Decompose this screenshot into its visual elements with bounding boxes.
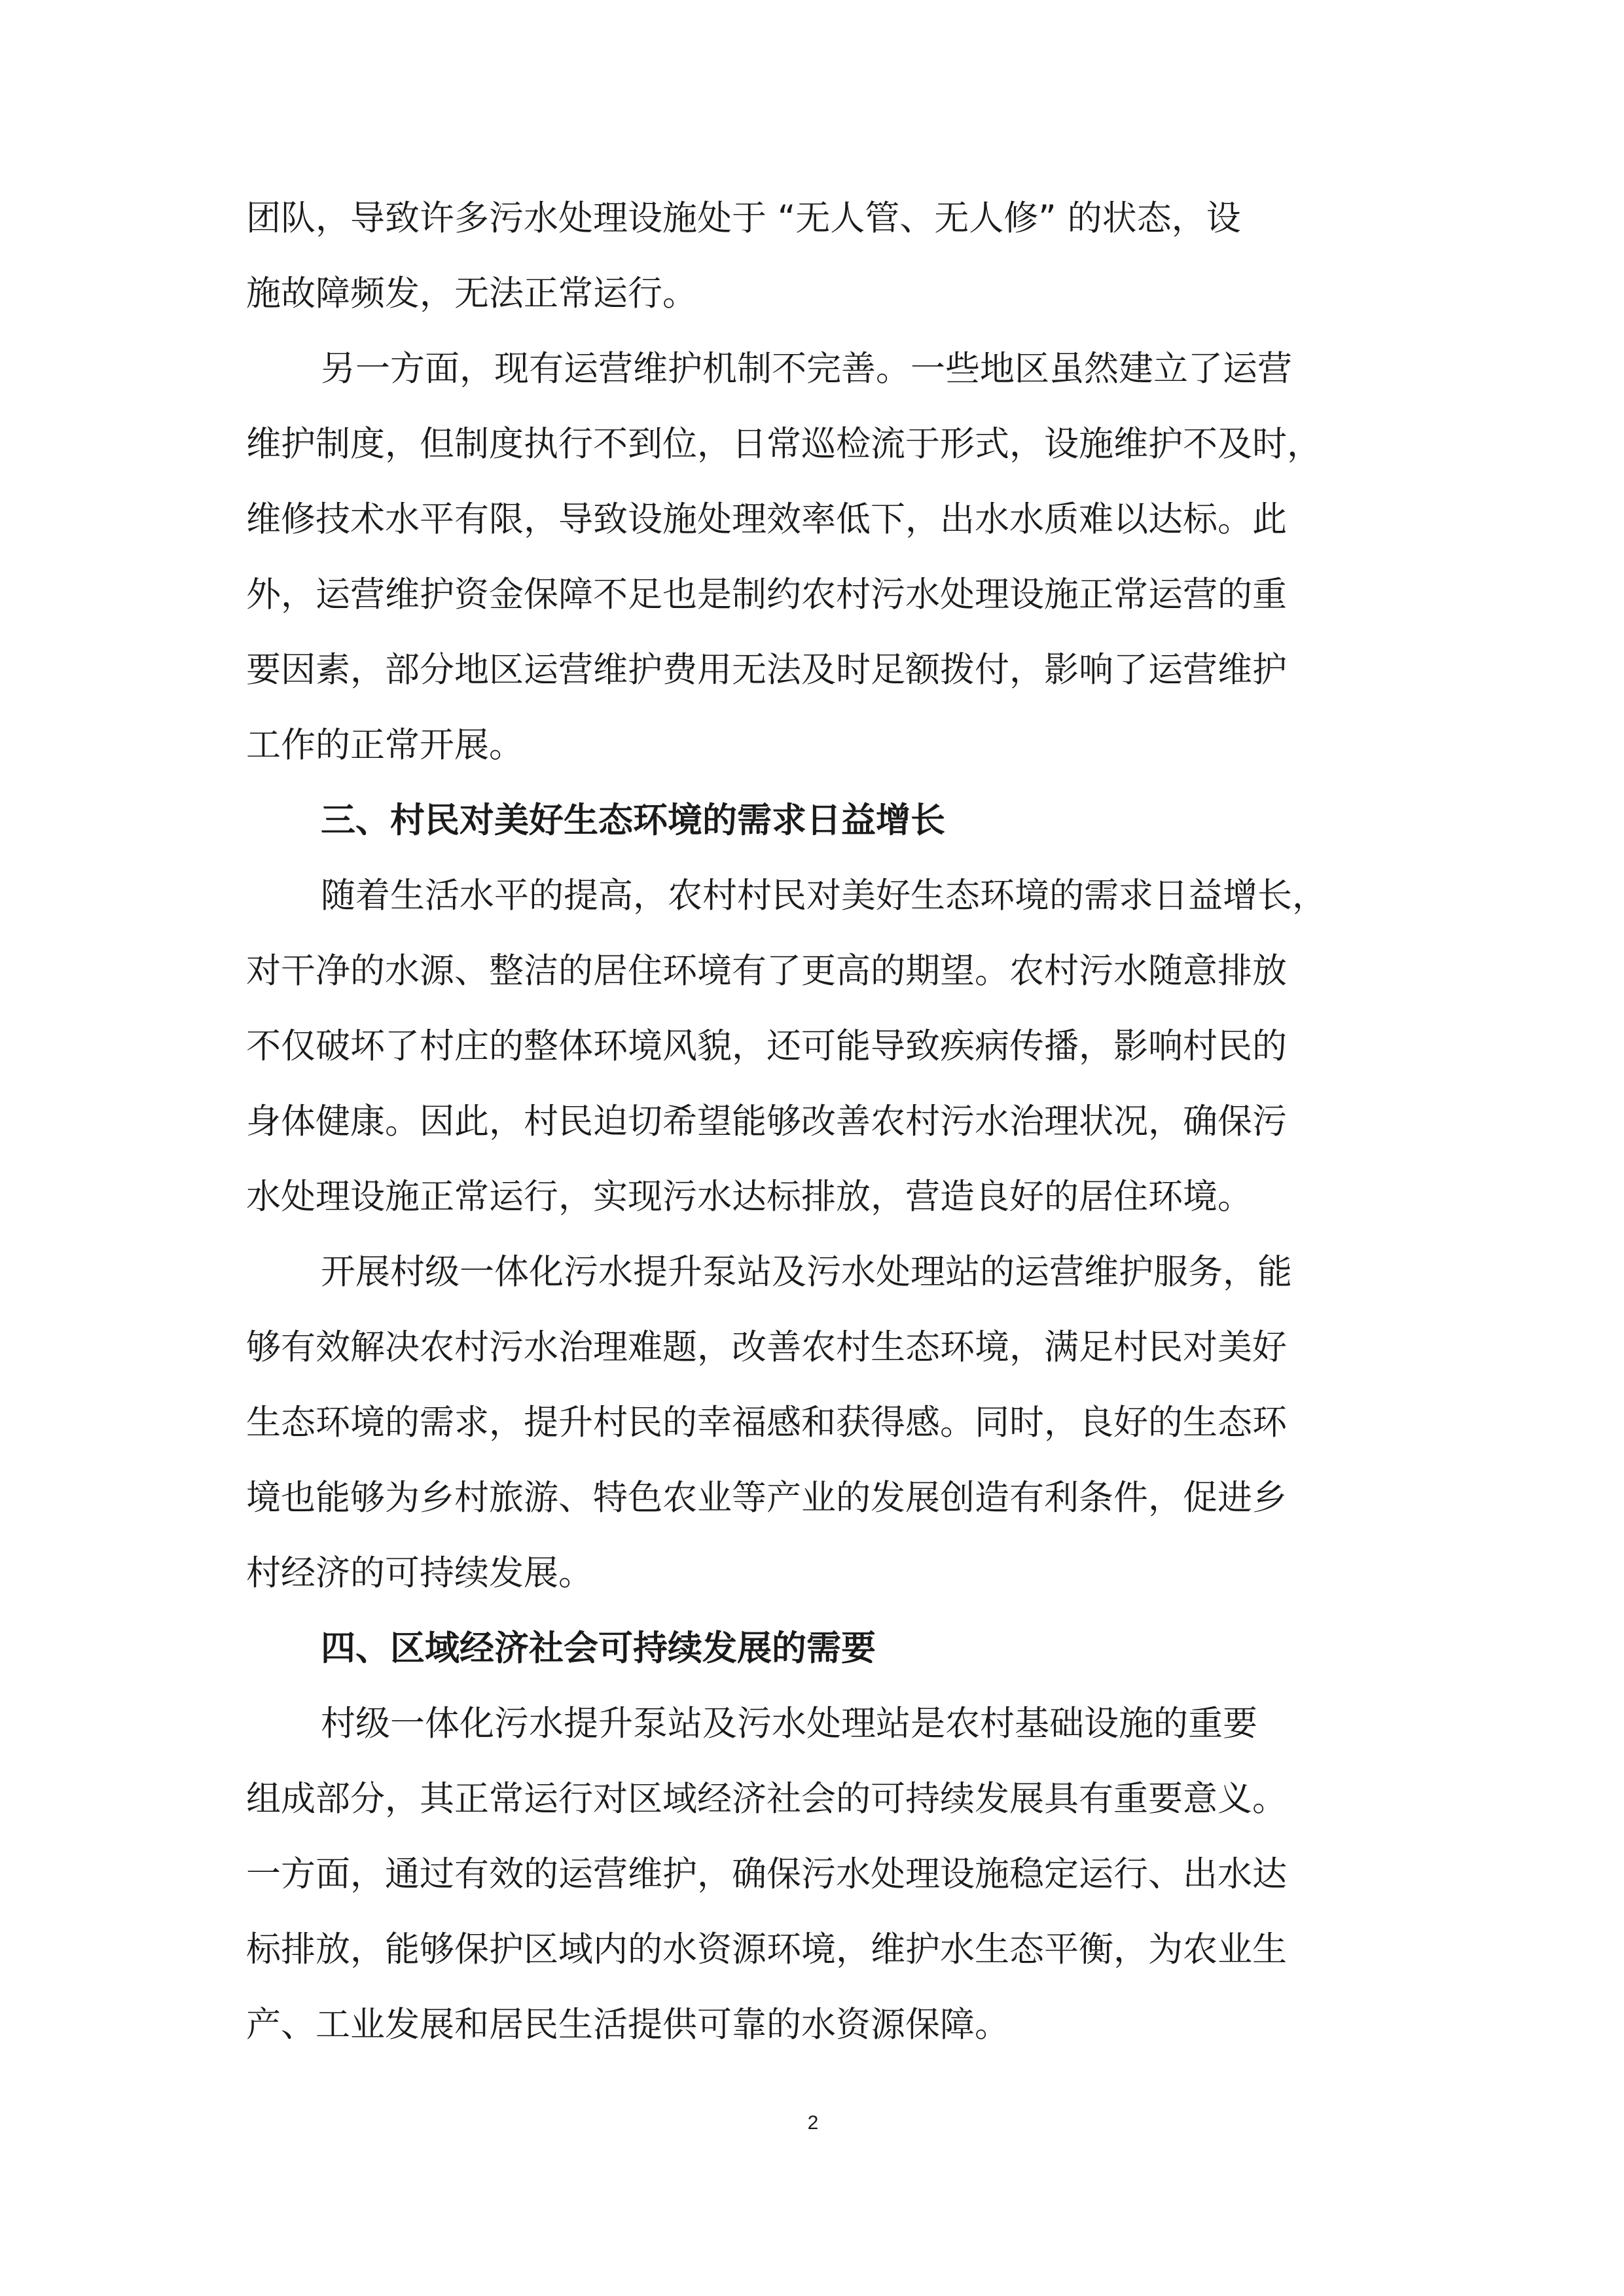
text-line: 开展村级一体化污水提升泵站及污水处理站的运营维护服务，能 <box>321 1252 1292 1292</box>
text-line: 组成部分，其正常运行对区域经济社会的可持续发展具有重要意义。 <box>246 1779 1287 1819</box>
text-line: 另一方面，现有运营维护机制不完善。一些地区虽然建立了运营 <box>321 349 1292 389</box>
text-line: 产、工业发展和居民生活提供可靠的水资源保障。 <box>246 2005 1009 2045</box>
section-heading: 四、区域经济社会可持续发展的需要 <box>321 1628 876 1668</box>
text-line: 维修技术水平有限，导致设施处理效率低下，出水水质难以达标。此 <box>246 499 1287 539</box>
text-line: 水处理设施正常运行，实现污水达标排放，营造良好的居住环境。 <box>246 1177 1252 1217</box>
section-heading: 三、村民对美好生态环境的需求日益增长 <box>321 800 945 840</box>
text-line: 身体健康。因此，村民迫切希望能够改善农村污水治理状况，确保污 <box>246 1102 1287 1141</box>
text-line: 够有效解决农村污水治理难题，改善农村生态环境，满足村民对美好 <box>246 1327 1287 1367</box>
text-line: 不仅破坏了村庄的整体环境风貌，还可能导致疾病传播，影响村民的 <box>246 1026 1287 1066</box>
text-line: 一方面，通过有效的运营维护，确保污水处理设施稳定运行、出水达 <box>246 1854 1287 1894</box>
text-line: 境也能够为乡村旅游、特色农业等产业的发展创造有利条件，促进乡 <box>246 1478 1287 1518</box>
text-line: 标排放，能够保护区域内的水资源环境，维护水生态平衡，为农业生 <box>246 1929 1287 1969</box>
text-line: 村经济的可持续发展。 <box>246 1553 593 1593</box>
text-line: 要因素，部分地区运营维护费用无法及时足额拨付，影响了运营维护 <box>246 650 1287 690</box>
text-line: 施故障频发，无法正常运行。 <box>246 274 697 314</box>
text-line: 对干净的水源、整洁的居住环境有了更高的期望。农村污水随意排放 <box>246 951 1287 991</box>
text-line: 团队，导致许多污水处理设施处于 “无人管、无人修” 的状态，设 <box>246 198 1241 238</box>
text-line: 工作的正常开展。 <box>246 725 524 765</box>
page-number: 2 <box>807 2112 819 2134</box>
text-line: 维护制度，但制度执行不到位，日常巡检流于形式，设施维护不及时， <box>246 424 1322 464</box>
text-line: 随着生活水平的提高，农村村民对美好生态环境的需求日益增长， <box>321 876 1327 916</box>
text-line: 村级一体化污水提升泵站及污水处理站是农村基础设施的重要 <box>321 1704 1257 1744</box>
text-line: 生态环境的需求，提升村民的幸福感和获得感。同时，良好的生态环 <box>246 1403 1287 1443</box>
text-line: 外，运营维护资金保障不足也是制约农村污水处理设施正常运营的重 <box>246 575 1287 615</box>
